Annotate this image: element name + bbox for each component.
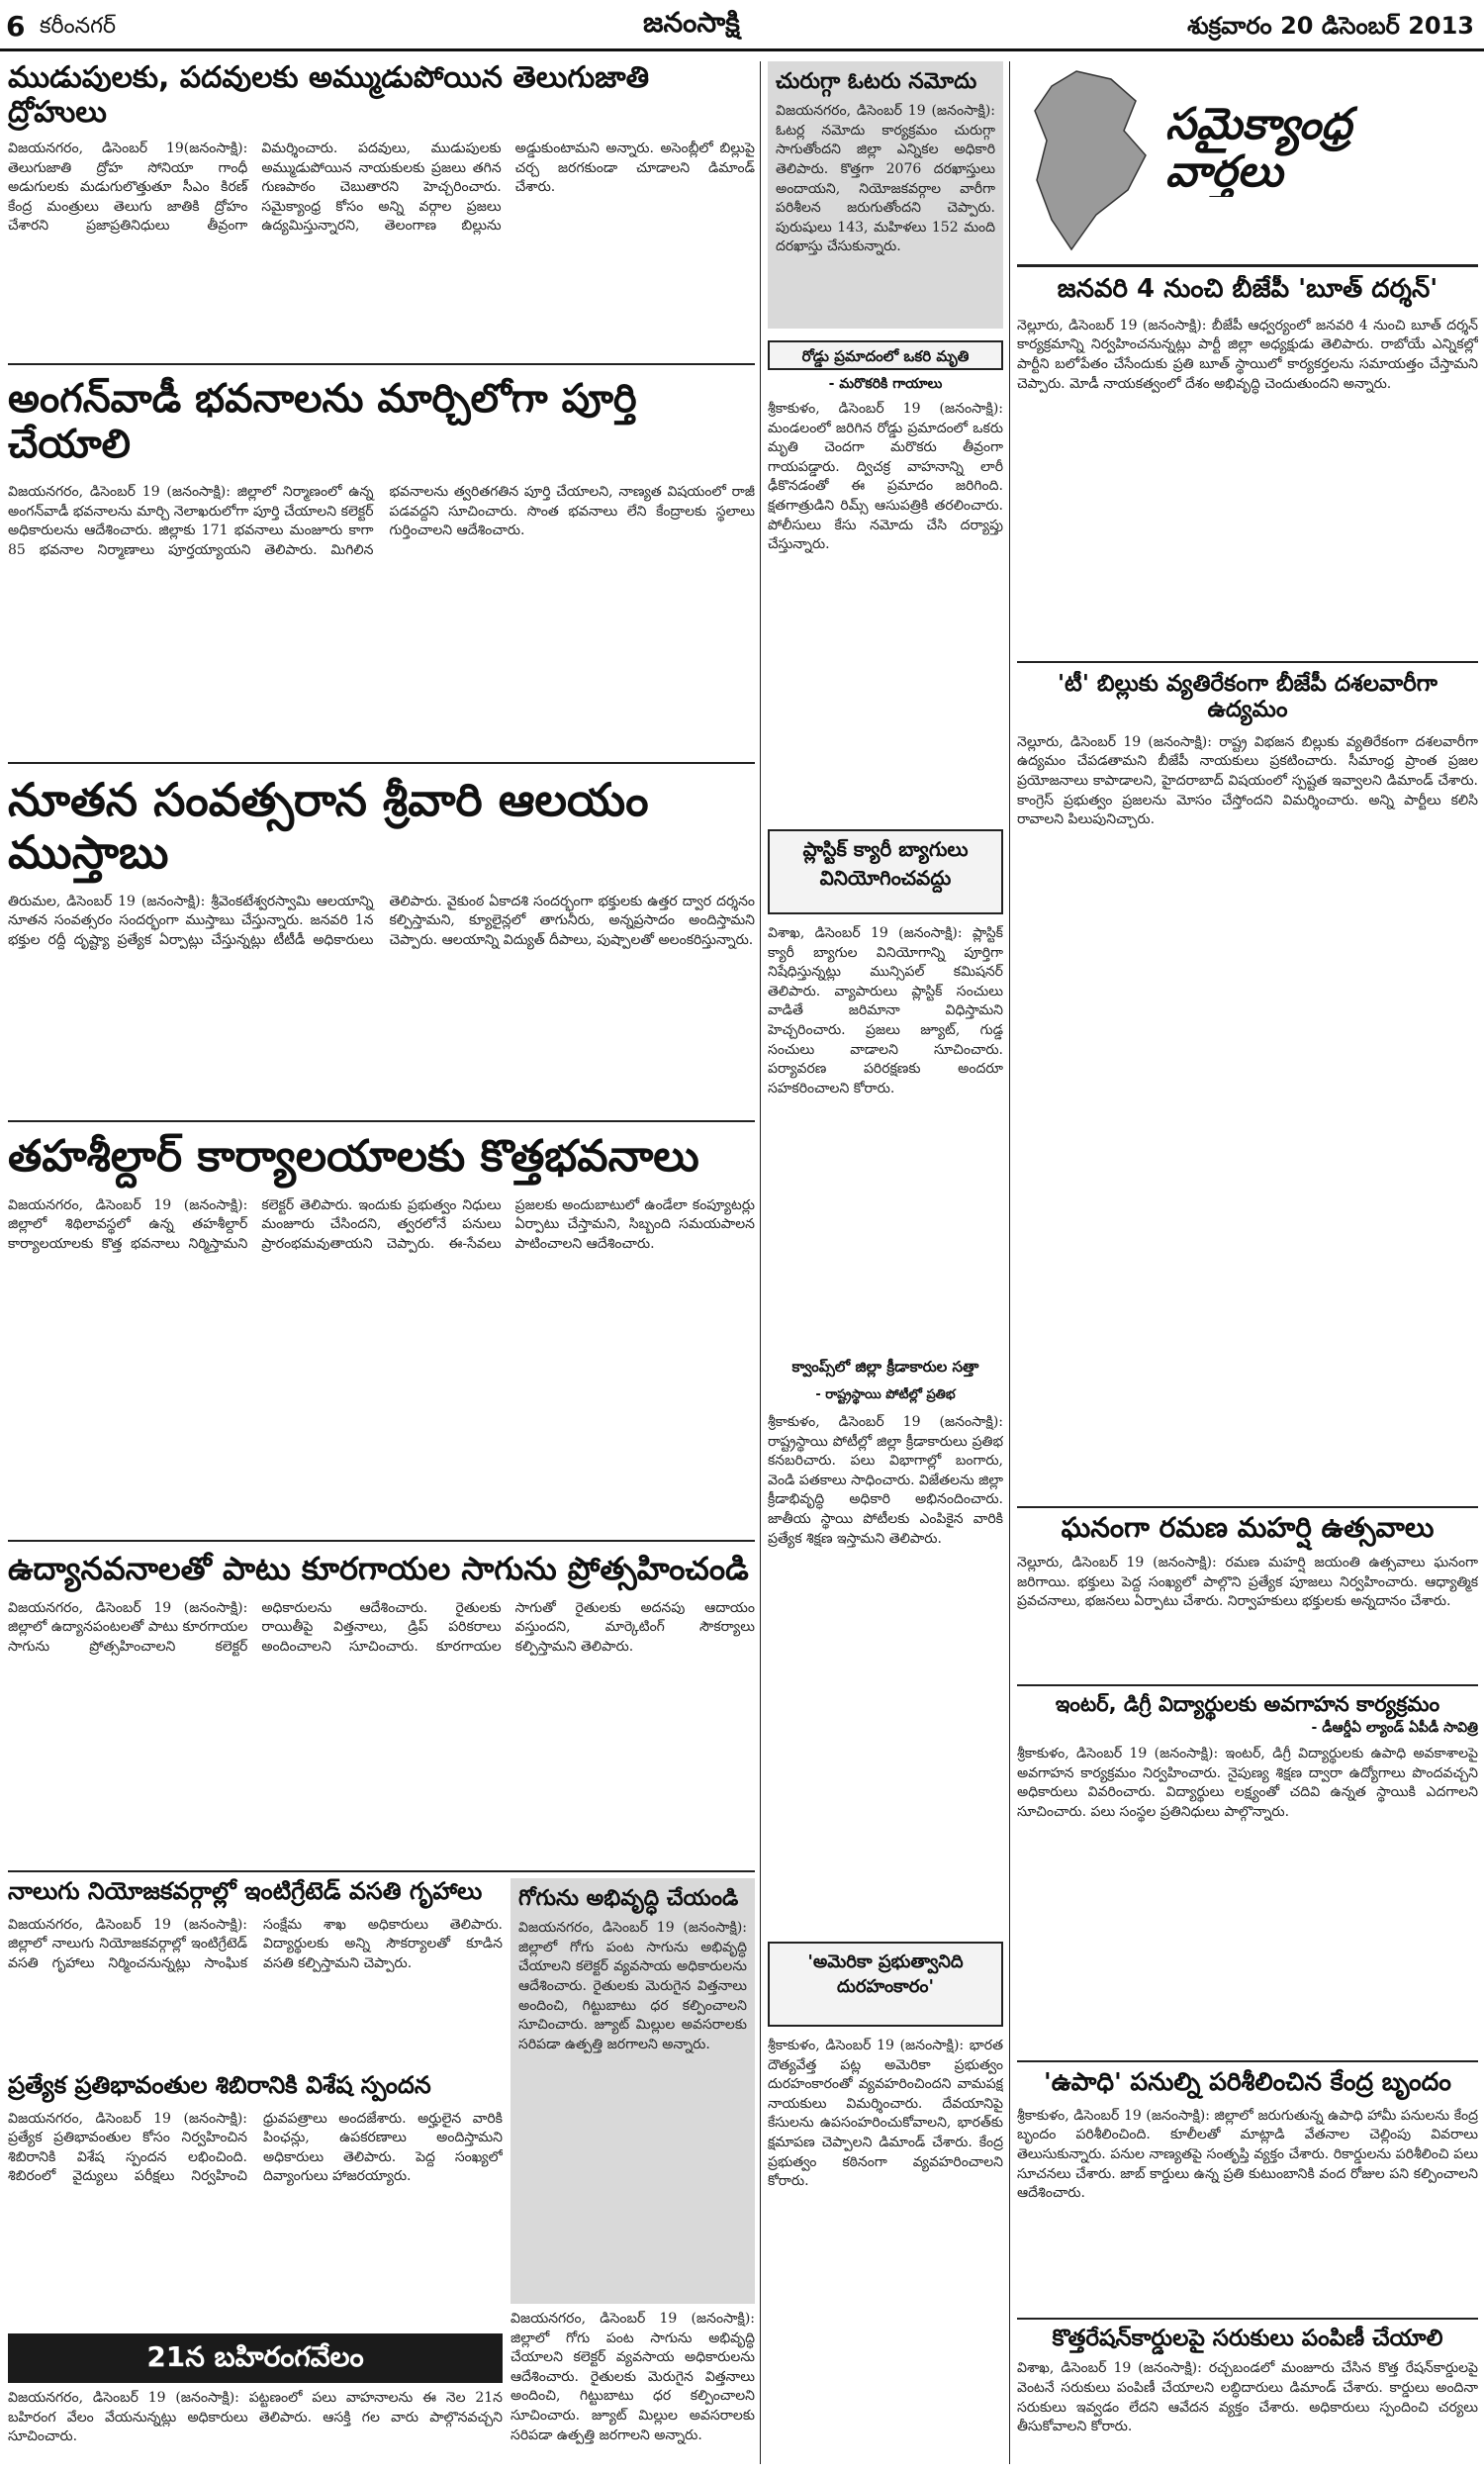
article	[1017, 1512, 1478, 1680]
headline: క్వాంప్స్‌లో జిల్లా క్రీడాకారుల సత్తా	[791, 1358, 979, 1376]
article-body: విజయనగరం, డిసెంబర్ 19 (జనంసాక్షి): జిల్లాలో నాలుగు నియోజకవర్గాల్లో ఇంటిగ్రేటెడ్ వసతి గృహాలు నిర్మించనున్నట్లు సాంఘిక సంక్షేమ శాఖ అధికారులు తెలిపారు. విద్యార్థులకు అన్ని సౌకర్యాలతో కూడిన వసతి కల్పిస్తామని చెప్పారు.	[8, 1916, 503, 1971]
article-body: విజయనగరం, డిసెంబర్ 19 (జనంసాక్షి): జిల్లాలో శిథిలావస్థలో ఉన్న తహశీల్దార్ కార్యాలయాలకు కొత్త భవనాలు నిర్మిస్తామని కలెక్టర్ తెలిపారు. ఇందుకు ప్రభుత్వం నిధులు మంజూరు చేసిందని, త్వరలోనే పనులు ప్రారంభమవుతాయని చెప్పారు. ఈ-సేవలు ప్రజలకు అందుబాటులో ఉండేలా కంప్యూటర్లు ఏర్పాటు చేస్తామని, సిబ్బంది సమయపాలన పాటించాలని ఆదేశించారు.	[8, 1196, 755, 1252]
divider	[1017, 2060, 1478, 2062]
article	[8, 1132, 755, 1536]
article-body: విజయనగరం, డిసెంబర్ 19 (జనంసాక్షి): జిల్లాలో ఉద్యానపంటలతో పాటు కూరగాయల సాగును ప్రోత్సహించాలని కలెక్టర్ అధికారులను ఆదేశించారు. రైతులకు రాయితీపై విత్తనాలు, డ్రిప్ పరికరాలు అందించాలని సూచించారు. కూరగాయల సాగుతో రైతులకు అదనపు ఆదాయం వస్తుందని, మార్కెటింగ్ సౌకర్యాలు కల్పిస్తామని తెలిపారు.	[8, 1599, 755, 1655]
divider	[8, 1540, 755, 1542]
headline: 'టీ' బిల్లుకు వ్యతిరేకంగా బీజేపీ దశలవారీగా ఉద్యమం	[1058, 671, 1438, 723]
article-body: విశాఖ, డిసెంబర్ 19 (జనంసాక్షి): రచ్చబండలో మంజూరు చేసిన కొత్త రేషన్‌కార్డులపై వెంటనే సరుకులు పంపిణీ చేయాలని లబ్ధిదారులు డిమాండ్ చేశారు. కార్డులు అందినా సరుకులు ఇవ్వడం లేదని ఆవేదన వ్యక్తం చేశారు. అధికారులు స్పందించి చర్యలు తీసుకోవాలని కోరారు.	[1017, 2360, 1478, 2435]
article	[1017, 2326, 1478, 2462]
divider	[1017, 1506, 1478, 1508]
article	[1017, 2068, 1478, 2314]
divider	[8, 1120, 755, 1122]
article-body: విజయనగరం, డిసెంబర్ 19(జనంసాక్షి): తెలుగుజాతి ద్రోహ సోనియా గాంధీ అడుగులకు మడుగులొత్తుతూ సీఎం కిరణ్ కేంద్ర మంత్రులు తెలుగు జాతికి ద్రోహం చేశారని ప్రజాప్రతినిధులు తీవ్రంగా విమర్శించారు. పదవులు, ముడుపులకు అమ్ముడుపోయిన నాయకులకు ప్రజలు తగిన గుణపాఠం చెబుతారని హెచ్చరించారు. సమైక్యాంధ్ర కోసం అన్ని వర్గాల ప్రజలు ఉద్యమిస్తున్నారని, తెలంగాణ బిల్లును అడ్డుకుంటామని అన్నారు. అసెంబ్లీలో బిల్లుపై చర్చ జరగకుండా చూడాలని డిమాండ్ చేశారు.	[8, 141, 755, 235]
column-divider	[1009, 61, 1010, 2464]
article-body: విజయనగరం, డిసెంబర్ 19 (జనంసాక్షి): ప్రత్యేక ప్రతిభావంతుల కోసం నిర్వహించిన శిబిరానికి విశేష స్పందన లభించింది. శిబిరంలో వైద్యులు పరీక్షలు నిర్వహించి ధ్రువపత్రాలు అందజేశారు. అర్హులైన వారికి పింఛన్లు, ఉపకరణాలు అందిస్తామని అధికారులు తెలిపారు. పెద్ద సంఖ్యలో దివ్యాంగులు హాజరయ్యారు.	[8, 2110, 503, 2185]
headline: నూతన సంవత్సరాన శ్రీవారి ఆలయం ముస్తాబు	[8, 774, 649, 879]
page-number: 6	[6, 10, 26, 43]
article	[8, 1878, 503, 2066]
headline: ఉద్యానవనాలతో పాటు కూరగాయల సాగును ప్రోత్సహించండి	[8, 1551, 749, 1587]
headline: ప్రత్యేక ప్రతిభావంతుల శిబిరానికి విశేష స్పందన	[8, 2072, 431, 2099]
headline: నాలుగు నియోజకవర్గాల్లో ఇంటిగ్రేటెడ్ వసతి గృహాలు	[8, 1878, 483, 1905]
article-body: నెల్లూరు, డిసెంబర్ 19 (జనంసాక్షి): రాష్ట్ర విభజన బిల్లుకు వ్యతిరేకంగా దశలవారీగా ఉద్యమం చేపడతామని బీజేపీ నాయకులు ప్రకటించారు. సీమాంధ్ర ప్రాంత ప్రజల ప్రయోజనాలు కాపాడాలని, హైదరాబాద్ విషయంలో స్పష్టత ఇవ్వాలని డిమాండ్ చేశారు. కాంగ్రెస్ ప్రభుత్వం ప్రజలను మోసం చేస్తోందని విమర్శించారు. అన్ని పార్టీలు కలిసి రావాలని పిలుపునిచ్చారు.	[1017, 733, 1478, 828]
page-header	[0, 0, 1484, 51]
subheadline: - డీఆర్డీఏ ల్యాండ్ ఏపీడీ సావిత్రి	[1311, 1720, 1478, 1737]
headline: చురుగ్గా ఓటరు నమోదు	[776, 69, 977, 94]
article	[8, 774, 755, 1115]
divider	[8, 762, 755, 764]
article	[8, 2072, 503, 2328]
divider	[1017, 1684, 1478, 1686]
issue-date: శుక్రవారం 20 డిసెంబర్ 2013	[1187, 12, 1474, 40]
headline: జనవరి 4 నుంచి బీజేపీ 'బూత్ దర్శన్'	[1057, 275, 1438, 304]
map-icon	[1017, 61, 1165, 259]
masthead-logo: జనంసాక్షి	[643, 6, 740, 39]
article-body: శ్రీకాకుళం, డిసెంబర్ 19 (జనంసాక్షి): మండలంలో జరిగిన రోడ్డు ప్రమాదంలో ఒకరు మృతి చెందగా మరొకరు తీవ్రంగా గాయపడ్డారు. ద్విచక్ర వాహనాన్ని లారీ ఢీకొనడంతో ఈ ప్రమాదం జరిగింది. క్షతగాత్రుడిని రిమ్స్ ఆసుపత్రికి తరలించారు. పోలీసులు కేసు నమోదు చేసి దర్యాప్తు చేస్తున్నారు.	[768, 401, 1003, 553]
headline: 'ఉపాధి' పనుల్ని పరిశీలించిన కేంద్ర బృందం	[1044, 2068, 1451, 2096]
subheadline: - మరొకరికి గాయాలు	[828, 376, 943, 392]
article-body: నెల్లూరు, డిసెంబర్ 19 (జనంసాక్షి): బీజేపీ ఆధ్వర్యంలో జనవరి 4 నుంచి బూత్ దర్శన్ కార్యక్రమాన్ని నిర్వహించనున్నట్లు పార్టీ జిల్లా అధ్యక్షుడు తెలిపారు. రాబోయే ఎన్నికల్లో పార్టీని బలోపేతం చేసేందుకు ప్రతి బూత్ స్థాయిలో కార్యకర్తలను సమాయత్తం చేస్తామని చెప్పారు. మోడీ నాయకత్వంలో దేశం అభివృద్ధి చెందుతుందని అన్నారు.	[1017, 317, 1478, 392]
article-box	[768, 61, 1003, 329]
article-body: శ్రీకాకుళం, డిసెంబర్ 19 (జనంసాక్షి): ఇంటర్, డిగ్రీ విద్యార్థులకు ఉపాధి అవకాశాలపై అవగాహన కార్యక్రమం నిర్వహించారు. నైపుణ్య శిక్షణ ద్వారా ఉద్యోగాలు పొందవచ్చని అధికారులు వివరించారు. విద్యార్థులు లక్ష్యంతో చదివి ఉన్నత స్థాయికి ఎదగాలని సూచించారు. పలు సంస్థల ప్రతినిధులు పాల్గొన్నారు.	[1017, 1746, 1478, 1820]
article-body: శ్రీకాకుళం, డిసెంబర్ 19 (జనంసాక్షి): జిల్లాలో జరుగుతున్న ఉపాధి హామీ పనులను కేంద్ర బృందం పరిశీలించింది. కూలీలతో మాట్లాడి వేతనాల చెల్లింపు వివరాలు తెలుసుకున్నారు. పనుల నాణ్యతపై సంతృప్తి వ్యక్తం చేశారు. రికార్డులను పరిశీలించి పలు సూచనలు చేశారు. జాబ్ కార్డులు ఉన్న ప్రతి కుటుంబానికి వంద రోజుల పని కల్పించాలని ఆదేశించారు.	[1017, 2107, 1478, 2202]
headline: అంగన్‌వాడీ భవనాలను మార్చిలోగా పూర్తి చేయాలి	[8, 376, 637, 467]
article-body-continued: విజయనగరం, డిసెంబర్ 19 (జనంసాక్షి): జిల్లాలో గోగు పంట సాగును అభివృద్ధి చేయాలని కలెక్టర్ వ్యవసాయ అధికారులను ఆదేశించారు. రైతులకు మెరుగైన విత్తనాలు అందించి, గిట్టుబాటు ధర కల్పించాలని సూచించారు. జ్యూట్ మిల్లుల అవసరాలకు సరిపడా ఉత్పత్తి జరగాలని అన్నారు.	[510, 2311, 755, 2443]
column-divider	[760, 61, 761, 2464]
article	[8, 61, 755, 358]
headline: గోగును అభివృద్ధి చేయండి	[518, 1886, 739, 1911]
article-body: విజయనగరం, డిసెంబర్ 19 (జనంసాక్షి): ఓటర్ల నమోదు కార్యక్రమం చురుగ్గా సాగుతోందని జిల్లా ఎన్నికల అధికారి తెలిపారు. కొత్తగా 2076 దరఖాస్తులు అందాయని, నియోజకవర్గాల వారీగా పరిశీలన జరుగుతోందని చెప్పారు. పురుషులు 143, మహిళలు 152 మంది దరఖాస్తు చేసుకున్నారు.	[776, 103, 995, 255]
headline: 21న బహిరంగవేలం	[146, 2340, 364, 2373]
headline: ఇంటర్, డిగ్రీ విద్యార్థులకు అవగాహన కార్యక్రమం	[1055, 1692, 1440, 1716]
divider	[8, 1870, 755, 1872]
headline: తహశీల్దార్ కార్యాలయాలకు కొత్తభవనాలు	[8, 1132, 699, 1182]
article	[1017, 671, 1478, 1512]
article-body: నెల్లూరు, డిసెంబర్ 19 (జనంసాక్షి): రమణ మహర్షి జయంతి ఉత్సవాలు ఘనంగా జరిగాయి. భక్తులు పెద్ద సంఖ్యలో పాల్గొని ప్రత్యేక పూజలు నిర్వహించారు. ఆధ్యాత్మిక ప్రవచనాలు, భజనలు ఏర్పాటు చేశారు. నిర్వాహకులు భక్తులకు అన్నదానం చేశారు.	[1017, 1555, 1478, 1610]
article-body: విజయనగరం, డిసెంబర్ 19 (జనంసాక్షి): జిల్లాలో నిర్మాణంలో ఉన్న అంగన్‌వాడీ భవనాలను మార్చి నెలాఖరులోగా పూర్తి చేయాలని కలెక్టర్ అధికారులను ఆదేశించారు. జిల్లాకు 171 భవనాలు మంజూరు కాగా 85 భవనాల నిర్మాణాలు పూర్తయ్యాయని తెలిపారు. మిగిలిన భవనాలను త్వరితగతిన పూర్తి చేయాలని, నాణ్యత విషయంలో రాజీ పడవద్దని సూచించారు. సొంత భవనాలు లేని కేంద్రాలకు స్థలాలు గుర్తించాలని ఆదేశించారు.	[8, 484, 755, 558]
banner-title: సమైక్యాంధ్ర వార్తలు	[1165, 101, 1352, 197]
headline: రోడ్డు ప్రమాదంలో ఒకరి మృతి	[768, 340, 1003, 370]
headline-banner	[8, 2333, 503, 2383]
headline: ముడుపులకు, పదవులకు అమ్ముడుపోయిన తెలుగుజాతి ద్రోహులు	[8, 61, 650, 130]
section-banner	[1017, 61, 1478, 259]
divider	[1017, 2318, 1478, 2320]
headline: 'అమెరికా ప్రభుత్వానిది దురహంకారం'	[768, 1942, 1003, 2027]
section-name: కరీంనగర్	[40, 14, 117, 39]
left-column	[8, 61, 755, 2464]
divider	[1017, 264, 1478, 267]
headline: కొత్తరేషన్‌కార్డులపై సరుకులు పంపిణీ చేయాలి	[1052, 2326, 1443, 2351]
article	[1017, 1692, 1478, 2056]
article-body: విజయనగరం, డిసెంబర్ 19 (జనంసాక్షి): జిల్లాలో గోగు పంట సాగును అభివృద్ధి చేయాలని కలెక్టర్ వ్యవసాయ అధికారులను ఆదేశించారు. రైతులకు మెరుగైన విత్తనాలు అందించి, గిట్టుబాటు ధర కల్పించాలని సూచించారు. జ్యూట్ మిల్లుల అవసరాలకు సరిపడా ఉత్పత్తి జరగాలని అన్నారు.	[518, 1920, 747, 2052]
article-body: తిరుమల, డిసెంబర్ 19 (జనంసాక్షి): శ్రీవెంకటేశ్వరస్వామి ఆలయాన్ని నూతన సంవత్సరం సందర్భంగా ముస్తాబు చేస్తున్నారు. జనవరి 1న భక్తుల రద్దీ దృష్ట్యా ప్రత్యేక ఏర్పాట్లు చేస్తున్నట్లు టీటీడీ అధికారులు తెలిపారు. వైకుంఠ ఏకాదశి సందర్భంగా భక్తులకు ఉత్తర ద్వార దర్శనం కల్పిస్తామని, క్యూలైన్లలో తాగునీరు, అన్నప్రసాదం అందిస్తామని చెప్పారు. ఆలయాన్ని విద్యుత్ దీపాలు, పుష్పాలతో అలంకరిస్తున్నారు.	[8, 893, 755, 948]
divider	[8, 363, 755, 365]
article-body: శ్రీకాకుళం, డిసెంబర్ 19 (జనంసాక్షి): భారత దౌత్యవేత్త పట్ల అమెరికా ప్రభుత్వం దురహంకారంతో వ్యవహరించిందని వామపక్ష నాయకులు విమర్శించారు. దేవయానిపై కేసులను ఉపసంహరించుకోవాలని, భారత్‌కు క్షమాపణ చెప్పాలని డిమాండ్ చేశారు. కేంద్ర ప్రభుత్వం కఠినంగా వ్యవహరించాలని కోరారు.	[768, 2038, 1003, 2190]
article-box	[510, 1878, 755, 2304]
middle-column	[768, 61, 1003, 2464]
headline: ప్లాస్టిక్ క్యారీ బ్యాగులు వినియోగించవద్దు	[768, 829, 1003, 914]
divider	[1017, 661, 1478, 663]
article	[8, 376, 755, 756]
article	[1017, 275, 1478, 656]
subheadline: - రాష్ట్రస్థాయి పోటీల్లో ప్రతిభ	[815, 1387, 956, 1402]
article-body: విజయనగరం, డిసెంబర్ 19 (జనంసాక్షి): పట్టణంలో పలు వాహనాలను ఈ నెల 21న బహిరంగ వేలం వేయనున్నట్లు అధికారులు తెలిపారు. ఆసక్తి గల వారు పాల్గొనవచ్చని సూచించారు.	[8, 2390, 503, 2445]
article	[8, 1551, 755, 1865]
article-body: విశాఖ, డిసెంబర్ 19 (జనంసాక్షి): ప్లాస్టిక్ క్యారీ బ్యాగుల వినియోగాన్ని పూర్తిగా నిషేధిస్తున్నట్లు మున్సిపల్ కమిషనర్ తెలిపారు. వ్యాపారులు ప్లాస్టిక్ సంచులు వాడితే జరిమానా విధిస్తామని హెచ్చరించారు. ప్రజలు జ్యూట్, గుడ్డ సంచులు వాడాలని సూచించారు. పర్యావరణ పరిరక్షణకు అందరూ సహకరించాలని కోరారు.	[768, 925, 1003, 1096]
headline: ఘనంగా రమణ మహర్షి ఉత్సవాలు	[1061, 1512, 1435, 1544]
article-body: శ్రీకాకుళం, డిసెంబర్ 19 (జనంసాక్షి): రాష్ట్రస్థాయి పోటీల్లో జిల్లా క్రీడాకారులు ప్రతిభ కనబరిచారు. పలు విభాగాల్లో బంగారు, వెండి పతకాలు సాధించారు. విజేతలను జిల్లా క్రీడాభివృద్ధి అధికారి అభినందించారు. జాతీయ స్థాయి పోటీలకు ఎంపికైన వారికి ప్రత్యేక శిక్షణ ఇస్తామని తెలిపారు.	[768, 1414, 1003, 1547]
right-column	[1017, 61, 1478, 2464]
